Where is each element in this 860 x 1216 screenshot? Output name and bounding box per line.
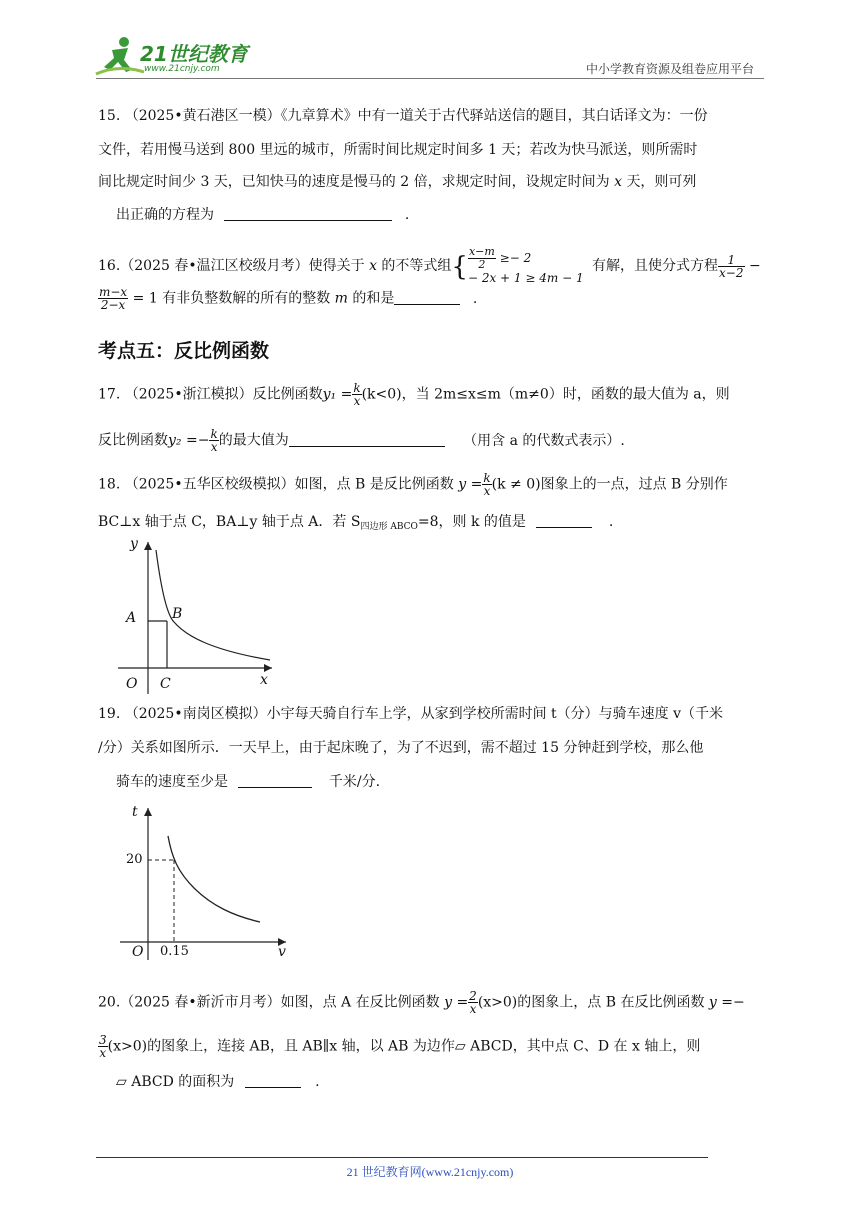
q17-answer-blank[interactable]: [289, 432, 445, 447]
q18-label-x: x: [260, 672, 268, 688]
q15-line4: 出正确的方程为 .: [116, 207, 410, 223]
platform-name: 中小学教育资源及组卷应用平台: [585, 62, 754, 76]
logo: [94, 34, 264, 78]
footer-divider: [96, 1157, 708, 1158]
q18-label-O: O: [126, 676, 138, 692]
q18-figure: [116, 536, 276, 696]
q18-line2: BC⊥x 轴于点 C，BA⊥y 轴于点 A．若 $S_{四边形 ABCO}=8$，则 k 的值是 .: [98, 514, 614, 532]
q18-label-B: B: [172, 606, 183, 622]
q19-label-O: O: [132, 944, 144, 960]
q19-figure: [118, 802, 290, 962]
q18-answer-blank[interactable]: [536, 513, 592, 528]
q18-label-A: A: [126, 610, 137, 626]
section-title: 考点五：反比例函数: [98, 340, 270, 362]
q19-tick-015: 0.15: [160, 944, 189, 959]
q17-line2: 反比例函数y₂ =− $\frac{k}{x}$ 的最大值为 （用含 a 的代数式表示）.: [98, 427, 625, 454]
header-divider: [96, 78, 764, 79]
q19-line1: 19. （2025•南岗区模拟）小宇每天骑自行车上学，从家到学校所需时间 t（分）与骑车速度 v（千米: [98, 706, 724, 722]
q19-answer-blank[interactable]: [238, 773, 312, 788]
q20-line2: $\frac{3}{x}$ (x>0)的图象上，连接 AB，且 AB∥x 轴，以 AB 为边作▱ ABCD，其中点 C、D 在 x 轴上，则: [99, 1033, 701, 1060]
q15-line1: 15. （2025•黄石港区一模）《九章算术》中有一道关于古代驿站送信的题目，其白话译文为：一份: [98, 108, 708, 124]
logo-main-text: 21世纪教育: [140, 42, 248, 66]
logo-url-text: www.21cnjy.com: [144, 64, 220, 74]
q16-answer-blank[interactable]: [394, 290, 460, 305]
q20-line1: 20.（2025 春•新沂市月考）如图，点 A 在反比例函数 y = $\frac{2}{x}$ (x>0)的图象上，点 B 在反比例函数 y =−: [98, 989, 745, 1016]
runner-logo-icon: [94, 34, 146, 78]
q19-label-t: t: [132, 804, 138, 820]
q20-answer-blank[interactable]: [245, 1073, 301, 1088]
q15-line2: 文件，若用慢马送到 800 里远的城市，所需时间比规定时间多 1 天；若改为快马派送，则所需时: [98, 142, 698, 158]
q17-line1: 17. （2025•浙江模拟）反比例函数y₁ = $\frac{k}{x}$ (k<0)，当 2m≤x≤m（m≠0）时，函数的最大值为 a，则: [98, 381, 730, 408]
q19-label-v: v: [278, 944, 286, 960]
q19-line2: /分）关系如图所示．一天早上，由于起床晚了，为了不迟到，需不超过 15 分钟赶到学校，那么他: [98, 740, 704, 756]
q16-line2: $\frac{m-x}{2-x}$ = 1 有非负整数解的所有的整数 m 的和是 .: [99, 285, 478, 312]
q19-line3: 骑车的速度至少是 千米/分.: [116, 774, 381, 790]
q20-line3: ▱ ABCD 的面积为 .: [116, 1074, 320, 1090]
q16-inequality-system: $\frac{x-m}{2}$ ≥− 2 − 2x + 1 ≥ 4m − 1: [467, 245, 584, 285]
q15-answer-blank[interactable]: [224, 206, 392, 221]
q18-label-y: y: [130, 536, 138, 552]
q16-line1: 16.（2025 春•温江区校级月考）使得关于 x 的不等式组{ $\frac{x-m}{2}$ ≥− 2 − 2x + 1 ≥ 4m − 1 有解，且使分式方程 $\frac{1}{x-2}$ −: [98, 245, 761, 285]
footer-link[interactable]: 21 世纪教育网(www.21cnjy.com): [346, 1165, 514, 1179]
q19-tick-20: 20: [126, 852, 143, 867]
q18-line1: 18. （2025•五华区校级模拟）如图，点 B 是反比例函数 y = $\frac{k}{x}$ (k ≠ 0)图象上的一点，过点 B 分别作: [98, 471, 728, 498]
q15-line3: 间比规定时间少 3 天，已知快马的速度是慢马的 2 倍，求规定时间，设规定时间为 x 天，则可列: [98, 174, 697, 190]
q18-label-C: C: [160, 676, 171, 692]
